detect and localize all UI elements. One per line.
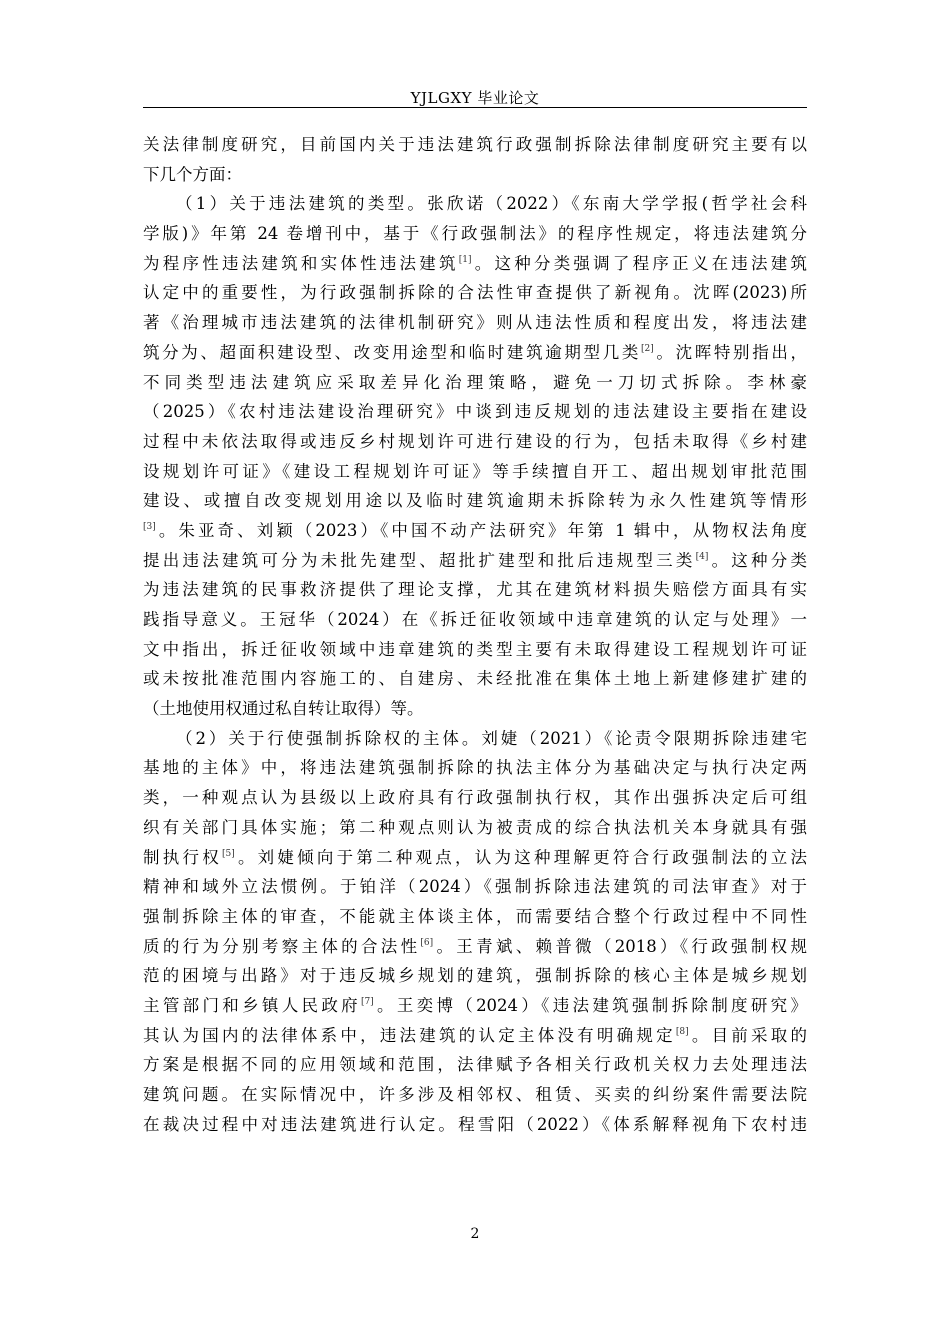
text-line — [143, 932, 807, 962]
line-text: 践指导意义。王冠华（2024）在《拆迁征收领域中违章建筑的认定与处理》一 — [143, 610, 807, 629]
text-line — [143, 249, 807, 279]
line-text: 制执行权 — [143, 847, 222, 867]
line-text: 提出违法建筑可分为未批先建型、超批扩建型和批后违规型三类 — [143, 550, 696, 570]
line-text: 建筑问题。在实际情况中，许多涉及相邻权、租赁、买卖的纠纷案件需要法院 — [143, 1085, 807, 1104]
line-text: 其认为国内的法律体系中，违法建筑的认定主体没有明确规定 — [143, 1025, 676, 1045]
line-text: （1）关于违法建筑的类型。张欣诺（2022）《东南大学学报(哲学社会科 — [176, 194, 807, 214]
text-line — [143, 1050, 807, 1080]
line-text: 。王青斌、赖普微（2018）《行政强制权规 — [433, 936, 807, 956]
line-text: 主管部门和乡镇人民政府 — [143, 995, 361, 1015]
line-text: 质的行为分别考察主体的合法性 — [143, 936, 421, 956]
text-line — [143, 1110, 807, 1140]
page-number: 2 — [470, 1226, 480, 1242]
line-text: 学版)》年第 24 卷增刊中，基于《行政强制法》的程序性规定，将违法建筑分 — [143, 224, 807, 244]
text-line — [143, 961, 807, 991]
line-text: 关法律制度研究，目前国内关于违法建筑行政强制拆除法律制度研究主要有以 — [143, 135, 807, 154]
body-text — [143, 130, 807, 1139]
header-rule — [143, 107, 807, 108]
line-text: 。这种分类 — [708, 550, 808, 570]
line-text: 强制拆除主体的审查，不能就主体谈主体，而需要结合整个行政过程中不同性 — [143, 906, 807, 926]
text-line — [143, 397, 807, 427]
line-text: 精神和域外立法惯例。于铂洋（2024）《强制拆除违法建筑的司法审查》对于 — [143, 877, 807, 897]
text-line — [143, 813, 807, 843]
line-text: 设规划许可证》《建设工程规划许可证》等手续擅自开工、超出规划审批范围 — [143, 461, 807, 481]
text-line — [143, 575, 807, 605]
line-text: 过程中未依法取得或违反乡村规划许可进行建设的行为，包括未取得《乡村建 — [143, 431, 807, 451]
text-line — [143, 991, 807, 1021]
line-text: （2）关于行使强制拆除权的主体。刘婕（2021）《论责令限期拆除违建宅 — [176, 728, 807, 748]
line-text: 认定中的重要性，为行政强制拆除的合法性审查提供了新视角。沈晖(2023)所 — [143, 283, 807, 303]
citation-marker: [8] — [675, 1026, 689, 1037]
text-line — [143, 724, 807, 754]
line-text: 。沈晖特别指出， — [653, 342, 808, 362]
line-text: 建设、或擅自改变规划用途以及临时建筑逾期未拆除转为永久性建筑等情形 — [143, 491, 807, 511]
text-line — [143, 219, 807, 249]
line-text: 基地的主体》中，将违法建筑强制拆除的执法主体分为基础决定与执行决定两 — [143, 758, 807, 778]
citation-marker: [6] — [420, 937, 434, 948]
line-text: 方案是根据不同的应用领域和范围，法律赋予各相关行政机关权力去处理违法 — [143, 1055, 807, 1075]
line-text: （2025）《农村违法建设治理研究》中谈到违反规划的违法建设主要指在建设 — [143, 402, 807, 422]
line-text: 著《治理城市违法建筑的法律机制研究》则从违法性质和程度出发，将违法建 — [143, 313, 807, 333]
text-line — [143, 486, 807, 516]
citation-marker: [4] — [695, 551, 709, 562]
text-line — [143, 278, 807, 308]
line-text: 筑分为、超面积建设型、改变用途型和临时建筑逾期型几类 — [143, 342, 642, 362]
line-text: 为程序性违法建筑和实体性违法建筑 — [143, 253, 459, 273]
text-line — [143, 635, 807, 665]
text-line — [143, 664, 807, 694]
line-text: （土地使用权通过私自转让取得）等。 — [143, 699, 424, 719]
line-text: 文中指出，拆迁征收领域中违章建筑的类型主要有未取得建设工程规划许可证 — [143, 639, 807, 659]
line-text: 。刘婕倾向于第二种观点，认为这种理解更符合行政强制法的立法 — [234, 847, 808, 867]
text-line — [143, 783, 807, 813]
line-text: 为违法建筑的民事救济提供了理论支撑，尤其在建筑材料损失赔偿方面具有实 — [143, 580, 807, 600]
line-text: 下几个方面： — [143, 164, 242, 184]
text-line — [143, 843, 807, 873]
text-line — [143, 427, 807, 457]
line-text: 或未按批准范围内容施工的、自建房、未经批准在集体土地上新建修建扩建的 — [143, 669, 807, 689]
citation-marker: [7] — [360, 996, 374, 1007]
citation-marker: [1] — [458, 254, 472, 265]
citation-marker: [2] — [641, 343, 654, 354]
text-line — [143, 516, 807, 546]
text-line — [143, 189, 807, 219]
line-text: 在裁决过程中对违法建筑进行认定。程雪阳（2022）《体系解释视角下农村违 — [143, 1114, 807, 1134]
text-line — [143, 694, 807, 724]
line-text: 。朱亚奇、刘颖（2023）《中国不动产法研究》年第 1 辑中，从物权法角度 — [155, 520, 807, 540]
text-line — [143, 902, 807, 932]
line-text: 范的困境与出路》对于违反城乡规划的建筑，强制拆除的核心主体是城乡规划 — [143, 966, 807, 986]
text-line — [143, 338, 807, 368]
running-header: YJLGXY 毕业论文 — [410, 89, 540, 107]
line-text: 不同类型违法建筑应采取差异化治理策略，避免一刀切式拆除。李林豪 — [143, 372, 807, 392]
text-line — [143, 308, 807, 338]
citation-marker: [3] — [143, 521, 156, 532]
text-line — [143, 130, 807, 160]
text-line — [143, 605, 807, 635]
line-text: 。王奕博（2024）《违法建筑强制拆除制度研究》 — [373, 995, 807, 1015]
line-text: 。这种分类强调了程序正义在违法建筑 — [471, 253, 808, 273]
text-line — [143, 872, 807, 902]
citation-marker: [5] — [221, 848, 235, 859]
text-line — [143, 753, 807, 783]
text-line — [143, 1080, 807, 1110]
text-line — [143, 160, 807, 190]
text-line — [143, 546, 807, 576]
text-line — [143, 1021, 807, 1051]
line-text: 类，一种观点认为县级以上政府具有行政强制执行权，其作出强拆决定后可组 — [143, 788, 807, 808]
text-line — [143, 368, 807, 398]
text-line — [143, 457, 807, 487]
line-text: 织有关部门具体实施；第二种观点则认为被责成的综合执法机关本身就具有强 — [143, 817, 807, 837]
line-text: 。目前采取的 — [688, 1025, 808, 1045]
